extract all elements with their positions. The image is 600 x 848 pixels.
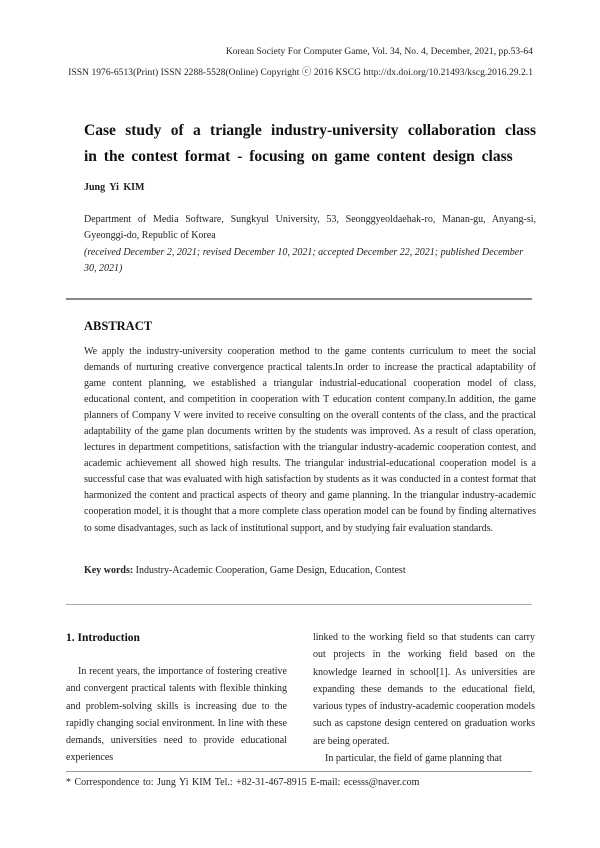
top-divider xyxy=(66,298,532,300)
journal-header-line: Korean Society For Computer Game, Vol. 34, No. 4, December, 2021, pp.53-64 xyxy=(225,47,533,57)
abstract-body: We apply the industry-university cooperation method to the game contents curriculum to meet the social demands of nurturing creative convergence practical talents.In order to increase the practical adaptability of game content planning, we established a triangular industrial-educational cooperation model of class, educational content, and competition in cooperation with T education content company.In addition, the game planners of Company V were invited to receive consulting on the overall contents of the class, and the practical adaptability of the game plan documents written by the students was improved. As a result of class operation, lectures in department competitions, satisfaction with the triangular industry-academic cooperation contest, and academic achievement all showed high results. The triangular industrial-educational cooperation model is a successful case that was evaluated with high satisfaction by students as it was conducted in a contest format that harmonized the content and practical aspects of theory and game planning. In the triangular industry-academic cooperation model, it is thought that a more complete class operation model can be found by finding alternatives to some disadvantages, such as lack of institutional support, and by studying fair evaluation standards. xyxy=(84,346,536,534)
abstract-divider xyxy=(66,604,532,605)
intro-paragraph-right-1: linked to the working field so that students can carry out projects in the working field based on the knowledge learned in school[1]. As universities are expanding these demands to the educational field, various types of industry-academic cooperation models such as capstone design centered on graduation works are being operated. xyxy=(313,632,535,747)
section-heading-introduction: 1. Introduction xyxy=(66,632,140,644)
right-column xyxy=(313,629,535,767)
keywords xyxy=(84,565,536,576)
intro-paragraph-left: In recent years, the importance of fostering creative and convergent practical talents with flexible thinking and problem-solving skills is increasing due to the rapidly changing social environment. In line with these demands, universities need to provide educational experiences xyxy=(66,666,287,764)
author-affiliation: Department of Media Software, Sungkyul University, 53, Seonggyeoldaehak-ro, Manan-gu, Anyang-si, Gyeonggi-do, Republic of Korea xyxy=(84,214,536,241)
submission-dates: (received December 2, 2021; revised December 10, 2021; accepted December 22, 2021; published December 30, 2021) xyxy=(84,247,524,274)
correspondence-footnote: * Correspondence to: Jung Yi KIM Tel.: +82-31-467-8915 E-mail: ecesss@naver.com xyxy=(66,777,420,788)
author-name: Jung Yi KIM xyxy=(84,182,145,193)
keywords-label: Key words: xyxy=(84,565,134,576)
issn-header-line: ISSN 1976-6513(Print) ISSN 2288-5528(Online) Copyright ⓒ 2016 KSCG http://dx.doi.org/10.21493/kscg.2016.29.2.1 xyxy=(68,68,533,78)
paper-title: Case study of a triangle industry-university collaboration class in the contest format - focusing on game content design class xyxy=(84,122,536,165)
intro-paragraph-right-2: In particular, the field of game planning that xyxy=(325,753,502,765)
abstract-heading: ABSTRACT xyxy=(84,319,153,333)
left-column xyxy=(66,663,287,767)
footnote-divider xyxy=(66,771,532,772)
keywords-value: Industry-Academic Cooperation, Game Design, Education, Contest xyxy=(133,565,406,576)
